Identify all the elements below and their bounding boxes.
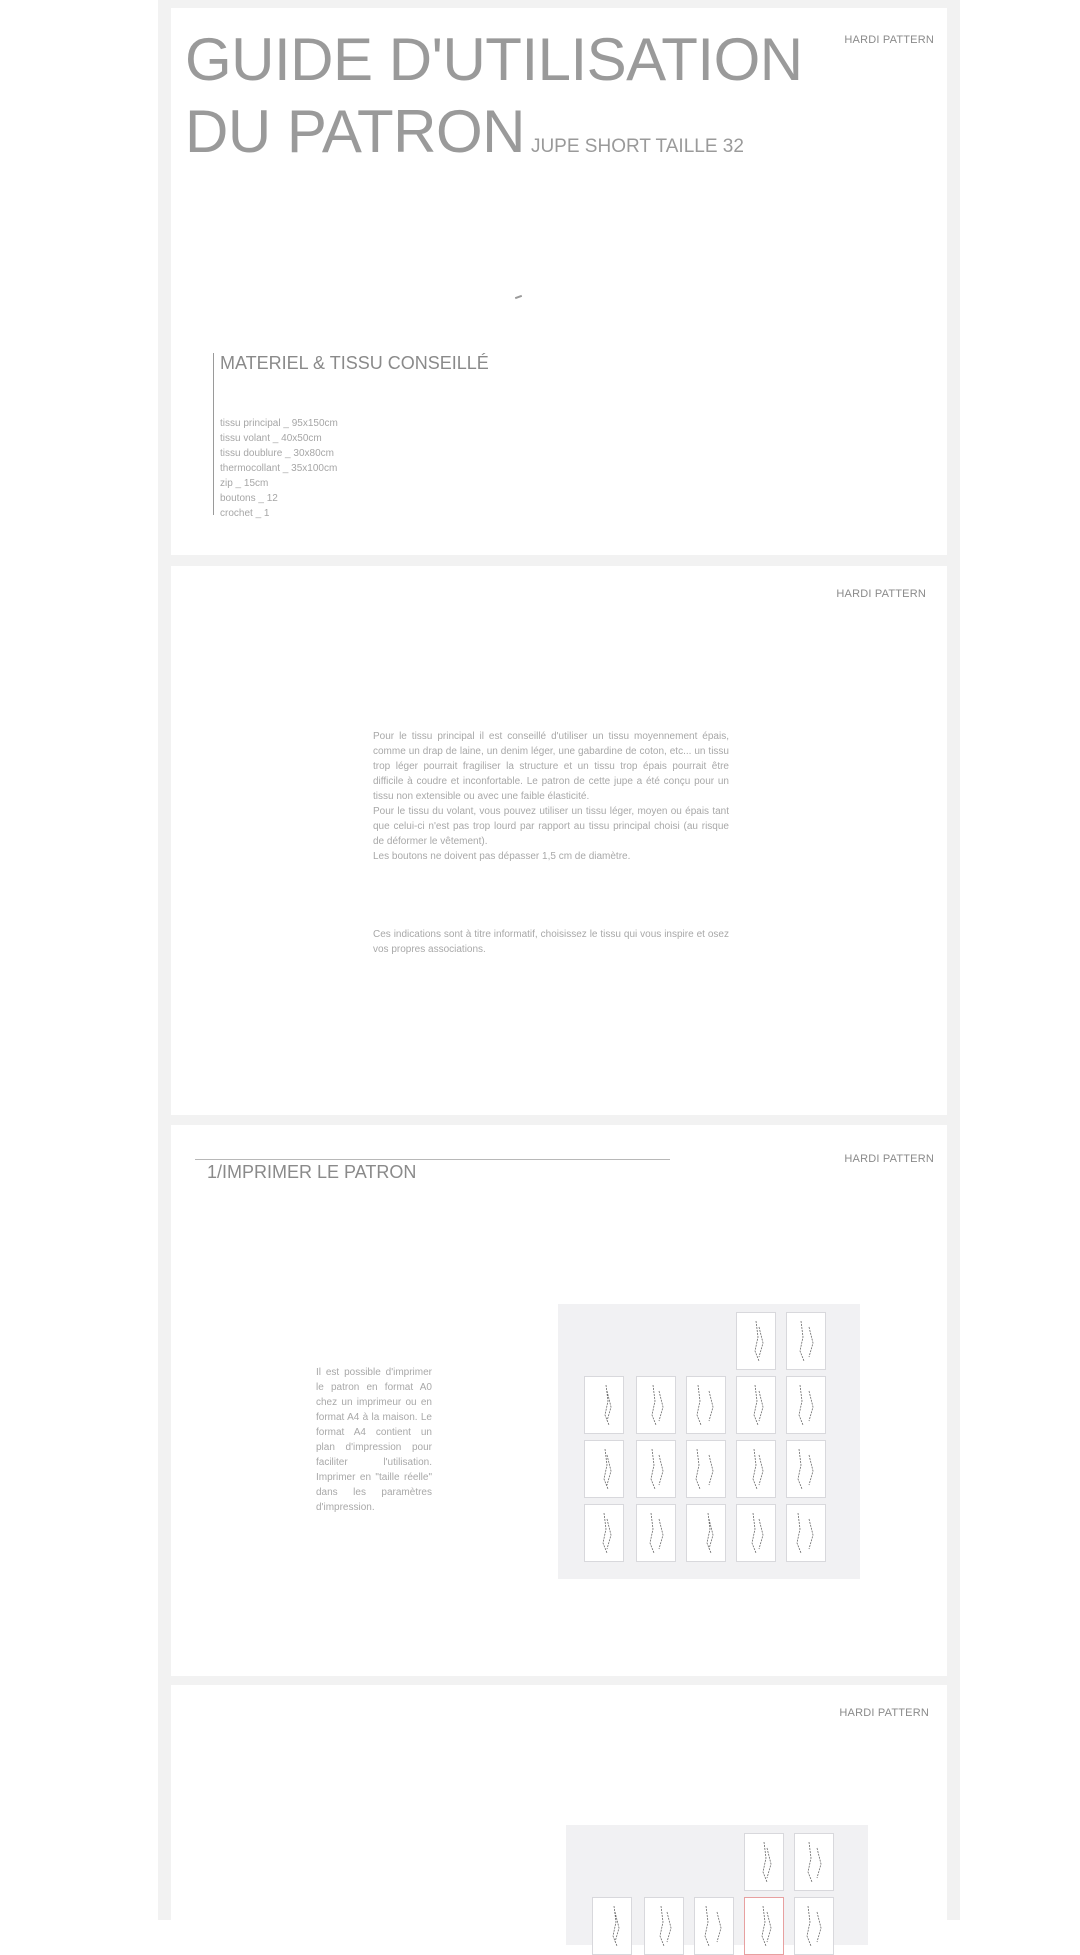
materials-item: zip _ 15cm — [220, 478, 269, 489]
advice-paragraph-3: Les boutons ne doivent pas dépasser 1,5 cm de diamètre. — [373, 851, 631, 862]
pattern-page-thumbnail — [736, 1504, 776, 1562]
materials-item: thermocollant _ 35x100cm — [220, 463, 338, 474]
brand-label: HARDI PATTERN — [844, 34, 934, 46]
title-line-2: DU PATRON — [185, 98, 525, 165]
pattern-page-thumbnail — [744, 1833, 784, 1891]
pattern-piece-sketch — [799, 1902, 829, 1950]
brand-label: HARDI PATTERN — [839, 1707, 929, 1719]
pattern-piece-sketch — [691, 1509, 721, 1557]
materials-item: tissu volant _ 40x50cm — [220, 433, 322, 444]
materials-item: boutons _ 12 — [220, 493, 278, 504]
pattern-piece-sketch — [641, 1445, 671, 1493]
pattern-page-thumbnail — [736, 1376, 776, 1434]
materials-item: crochet _ 1 — [220, 508, 270, 519]
page-print-pattern — [171, 1125, 947, 1676]
pattern-page-thumbnail — [744, 1897, 784, 1955]
pattern-page-thumbnail — [584, 1504, 624, 1562]
pattern-page-thumbnail — [636, 1376, 676, 1434]
pattern-page-thumbnail — [644, 1897, 684, 1955]
section-heading: 1/IMPRIMER LE PATRON — [207, 1162, 417, 1182]
pattern-piece-sketch — [589, 1509, 619, 1557]
pattern-piece-sketch — [597, 1902, 627, 1950]
page-print-plan — [171, 1685, 947, 1945]
brand-label: HARDI PATTERN — [844, 1153, 934, 1165]
pattern-piece-sketch — [641, 1381, 671, 1429]
materials-heading: MATERIEL & TISSU CONSEILLÉ — [220, 353, 489, 373]
pattern-page-thumbnail — [786, 1440, 826, 1498]
advice-paragraph-1: Pour le tissu principal il est conseillé d'utiliser un tissu moyennement épais, comme un drap de laine, un denim léger, une gabardine de coton, etc... un tissu trop léger pourrait fragiliser la structure et un tissu trop épais pourrait être difficile à coudre et inconfortable. Le patron de cette jupe a été conçu pour un tissu non extensible ou avec une faible élasticité. — [373, 731, 729, 802]
pattern-page-thumbnail — [592, 1897, 632, 1955]
pattern-piece-sketch — [741, 1509, 771, 1557]
decorative-mark — [515, 295, 522, 299]
print-plan-image — [566, 1825, 868, 1945]
advice-text — [373, 729, 729, 864]
materials-item: tissu doublure _ 30x80cm — [220, 448, 334, 459]
pattern-piece-sketch — [791, 1381, 821, 1429]
pattern-piece-sketch — [589, 1381, 619, 1429]
pattern-piece-sketch — [741, 1381, 771, 1429]
pattern-page-thumbnail — [584, 1440, 624, 1498]
pattern-piece-sketch — [699, 1902, 729, 1950]
materials-section — [213, 353, 489, 519]
pattern-piece-sketch — [641, 1509, 671, 1557]
print-instructions: Il est possible d'imprimer le patron en format A0 chez un imprimeur ou en format A4 à la maison. Le format A4 contient un plan d'impression pour faciliter l'utilisation. Imprimer en "taille réelle" dans les paramètres d'impression. — [316, 1367, 432, 1513]
pattern-piece-sketch — [649, 1902, 679, 1950]
section-rule — [195, 1159, 670, 1160]
pattern-page-thumbnail — [794, 1897, 834, 1955]
advice-paragraph-2: Pour le tissu du volant, vous pouvez utiliser un tissu léger, moyen ou épais tant que celui-ci n'est pas trop lourd par rapport au tissu principal choisi (au risque de déformer le vêtement). — [373, 806, 729, 847]
pattern-page-thumbnail — [786, 1376, 826, 1434]
pattern-page-thumbnail — [794, 1833, 834, 1891]
pattern-page-thumbnail — [636, 1504, 676, 1562]
pattern-piece-sketch — [749, 1902, 779, 1950]
pattern-piece-sketch — [799, 1838, 829, 1886]
pattern-page-thumbnail — [686, 1440, 726, 1498]
pattern-page-thumbnail — [636, 1440, 676, 1498]
pattern-page-thumbnail — [736, 1312, 776, 1370]
pattern-page-thumbnail — [786, 1312, 826, 1370]
page-fabric-advice — [171, 566, 947, 1115]
pattern-piece-sketch — [749, 1838, 779, 1886]
page-title — [185, 24, 803, 183]
advice-note: Ces indications sont à titre informatif, choisissez le tissu qui vous inspire et osez vos propres associations. — [373, 929, 729, 955]
subtitle: JUPE SHORT TAILLE 32 — [530, 136, 744, 157]
pattern-page-thumbnail — [694, 1897, 734, 1955]
pattern-page-thumbnail — [736, 1440, 776, 1498]
print-plan-image — [558, 1304, 860, 1579]
pattern-piece-sketch — [691, 1381, 721, 1429]
title-line-1: GUIDE D'UTILISATION — [185, 26, 803, 93]
pattern-page-thumbnail — [686, 1376, 726, 1434]
pattern-piece-sketch — [791, 1445, 821, 1493]
pattern-piece-sketch — [741, 1445, 771, 1493]
materials-item: tissu principal _ 95x150cm — [220, 418, 338, 429]
pattern-piece-sketch — [791, 1509, 821, 1557]
pattern-piece-sketch — [741, 1317, 771, 1365]
document-viewer[interactable] — [158, 0, 960, 1920]
pattern-page-thumbnail — [786, 1504, 826, 1562]
pattern-page-thumbnail — [584, 1376, 624, 1434]
pattern-page-thumbnail — [686, 1504, 726, 1562]
materials-list — [220, 416, 489, 521]
pattern-piece-sketch — [791, 1317, 821, 1365]
brand-label: HARDI PATTERN — [836, 588, 926, 600]
pattern-piece-sketch — [589, 1445, 619, 1493]
pattern-piece-sketch — [691, 1445, 721, 1493]
page-cover — [171, 8, 947, 555]
